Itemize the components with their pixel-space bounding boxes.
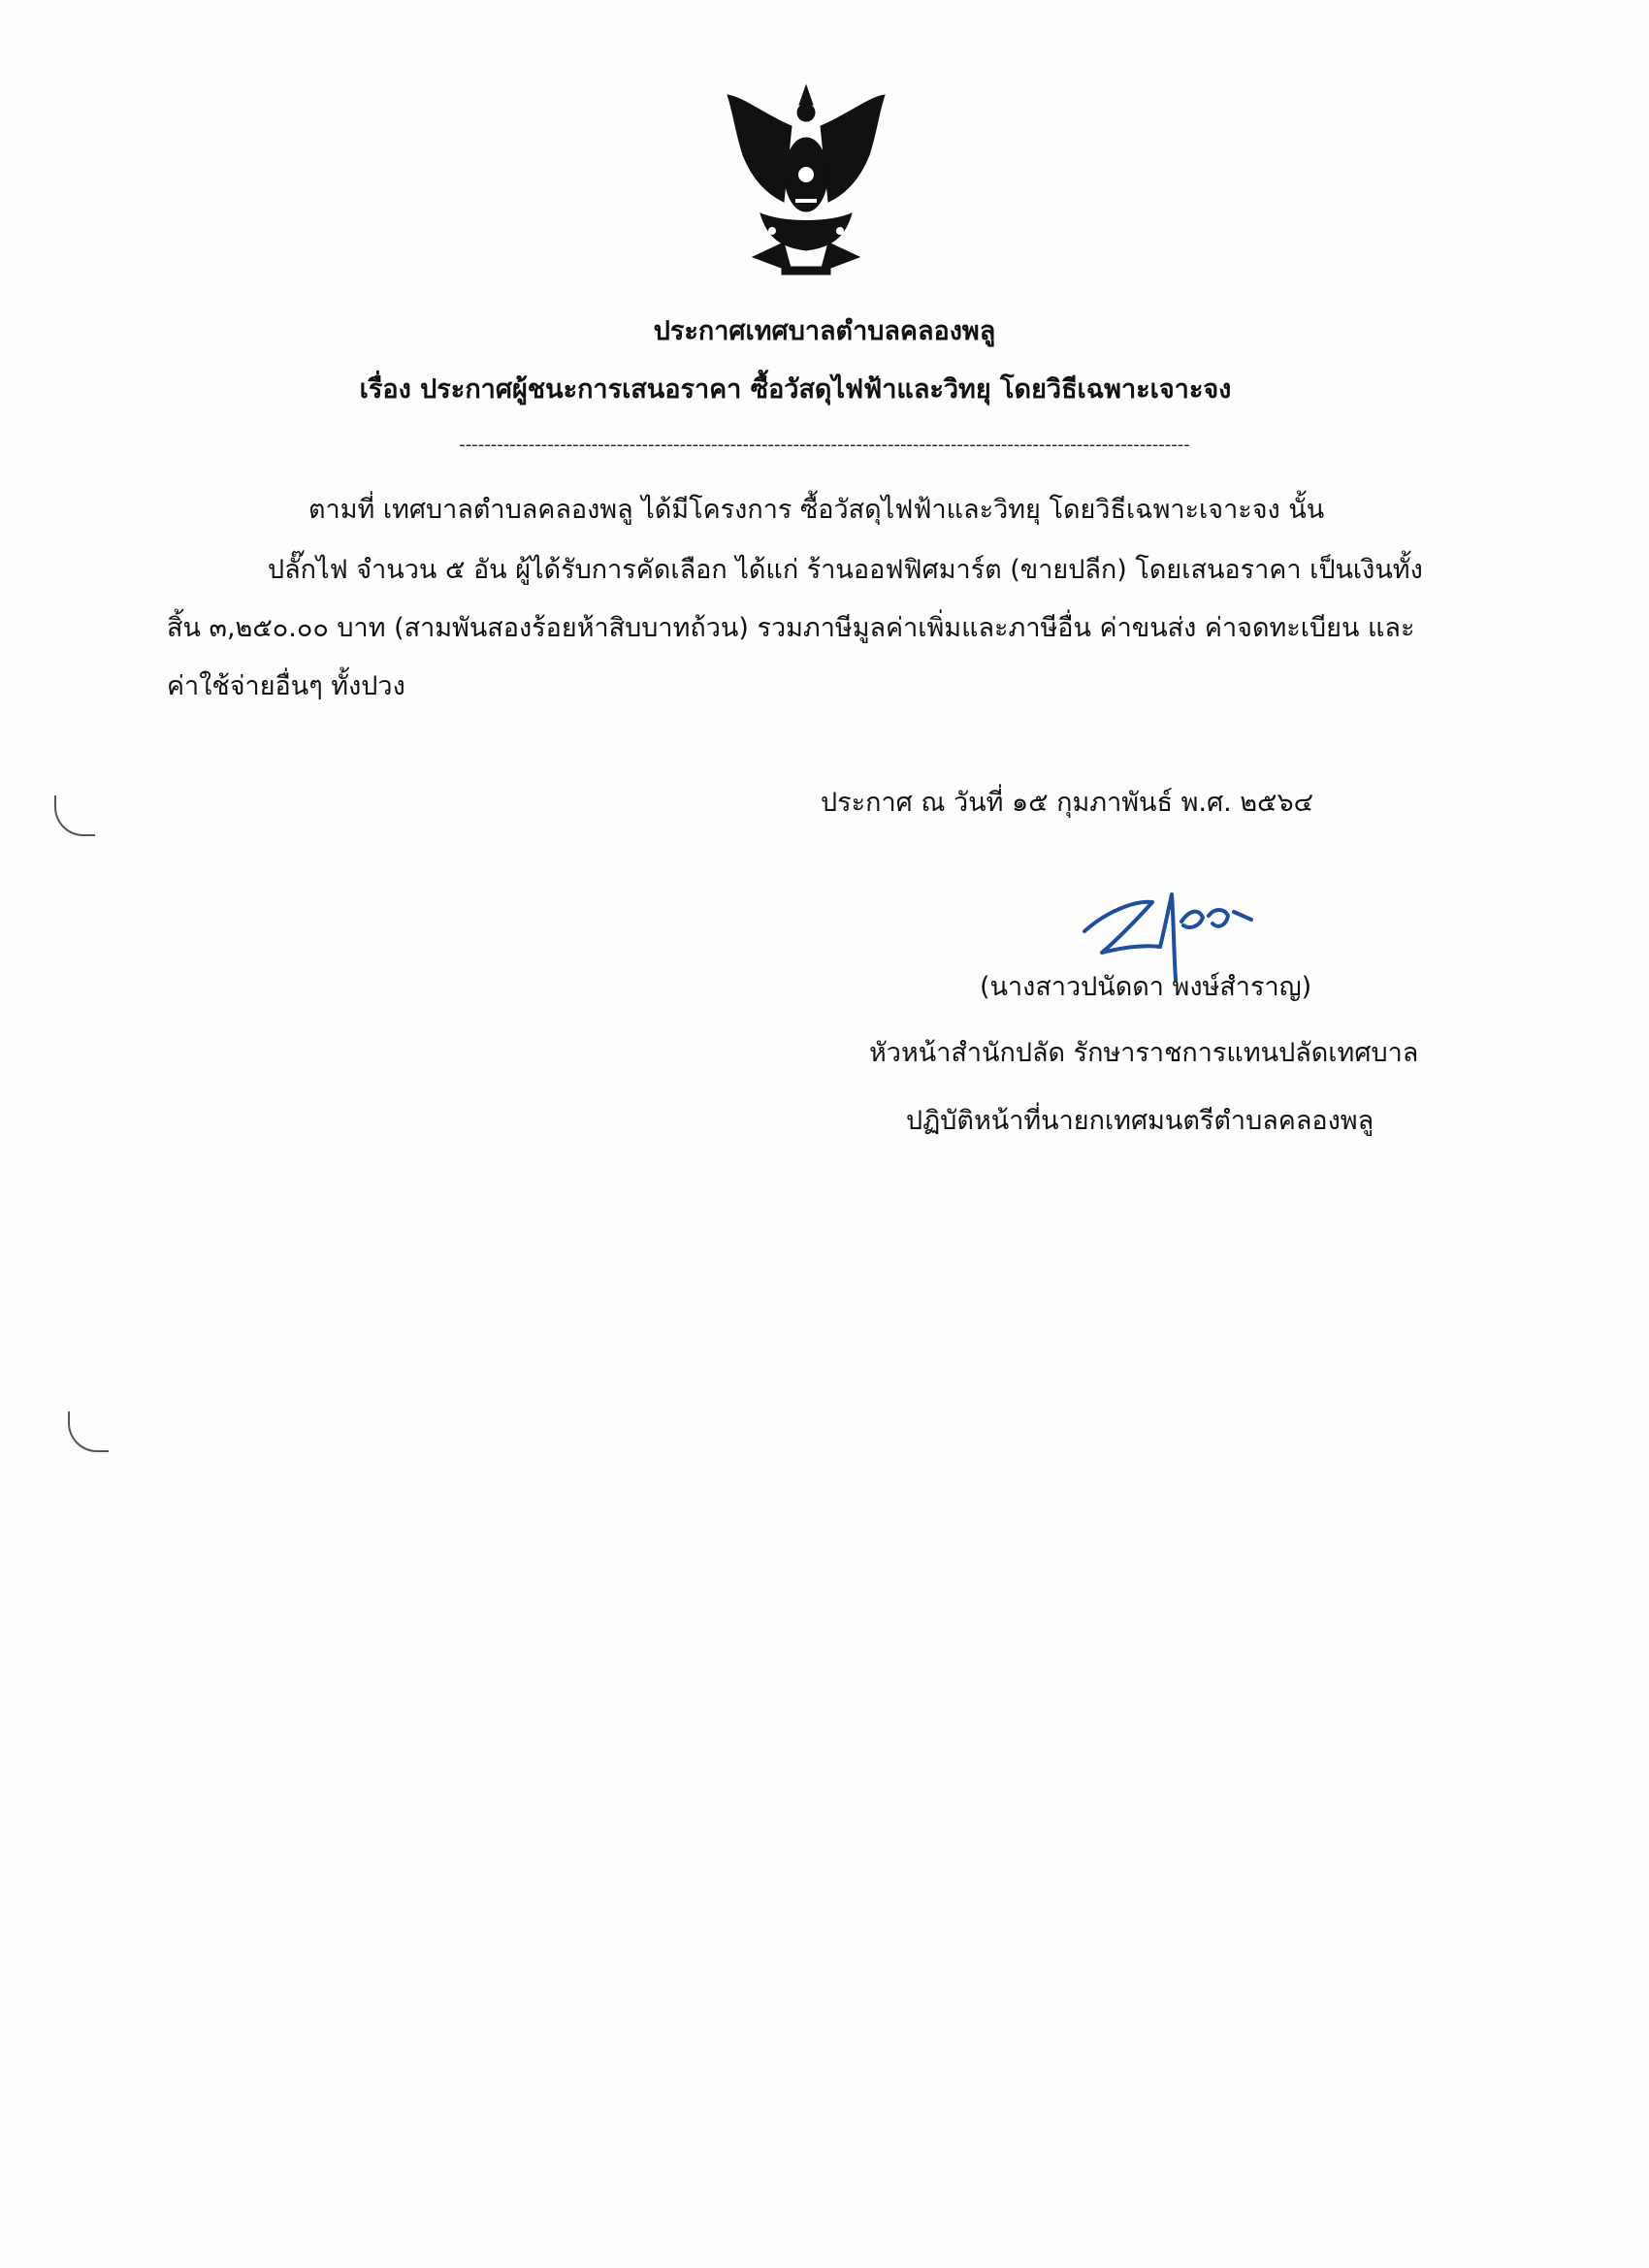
announcement-date: ประกาศ ณ วันที่ ๑๕ กุมภาพันธ์ พ.ศ. ๒๕๖๔ <box>821 788 1314 818</box>
document-subject: เรื่อง ประกาศผู้ชนะการเสนอราคา ซื้อวัสดุไฟฟ้าและวิทยุ โดยวิธีเฉพาะเจาะจง <box>359 374 1232 405</box>
punch-hole-mark <box>54 795 95 836</box>
signatory-position: หัวหน้าสำนักปลัด รักษาราชการแทนปลัดเทศบาล <box>869 1038 1419 1068</box>
punch-hole-mark <box>68 1411 109 1452</box>
body-line: สิ้น ๓,๒๕๐.๐๐ บาท (สามพันสองร้อยห้าสิบบาทถ้วน) รวมภาษีมูลค่าเพิ่มและภาษีอื่น ค่าขนส่ง ค่าจดทะเบียน และ <box>167 613 1415 643</box>
document-title: ประกาศเทศบาลตำบลคลองพลู <box>653 316 996 346</box>
body-line: ปลั๊กไฟ จำนวน ๕ อัน ผู้ได้รับการคัดเลือก ได้แก่ ร้านออฟฟิศมาร์ต (ขายปลีก) โดยเสนอราคา เป็นเงินทั้ง <box>268 555 1423 585</box>
garuda-emblem-icon <box>714 78 898 291</box>
body-line: ค่าใช้จ่ายอื่นๆ ทั้งปวง <box>167 671 405 701</box>
divider-line: -------------------------------------------------------------------------------------------------------------------- <box>459 435 1190 455</box>
signatory-position: ปฏิบัติหน้าที่นายกเทศมนตรีตำบลคลองพลู <box>906 1106 1374 1136</box>
signatory-name: (นางสาวปนัดดา พงษ์สำราญ) <box>980 972 1312 1002</box>
body-line: ตามที่ เทศบาลตำบลคลองพลู ได้มีโครงการ ซื้อวัสดุไฟฟ้าและวิทยุ โดยวิธีเฉพาะเจาะจง นั้น <box>308 495 1325 525</box>
